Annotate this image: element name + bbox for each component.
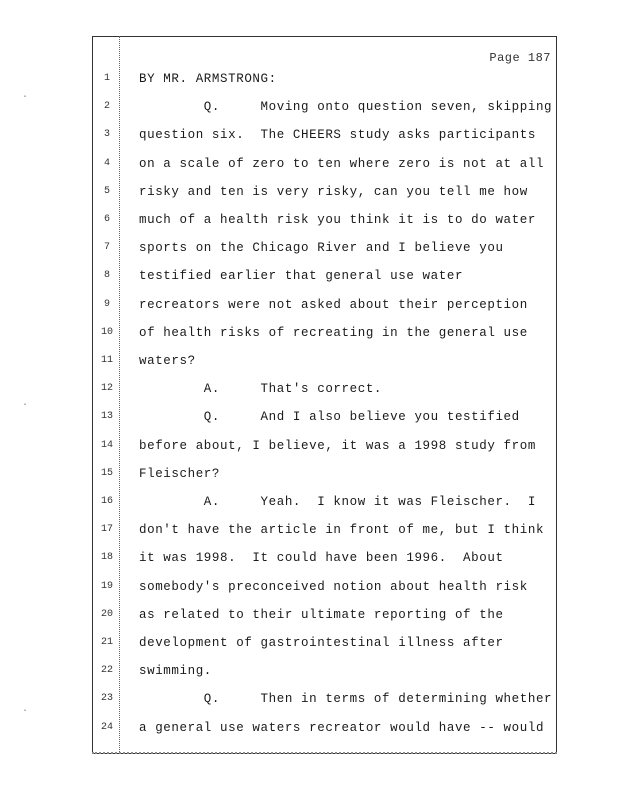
line-number: 6	[103, 214, 110, 225]
transcript-line	[92, 291, 557, 319]
line-text: Q. And I also believe you testified	[139, 410, 520, 425]
line-number: 13	[100, 411, 113, 423]
line-text: before about, I believe, it was a 1998 study from	[139, 438, 536, 453]
line-text: don't have the article in front of me, but I think	[139, 523, 545, 538]
transcript-line	[92, 347, 557, 375]
transcript-line	[92, 516, 557, 544]
line-text: sports on the Chicago River and I believe you	[139, 241, 504, 256]
line-text: it was 1998. It could have been 1996. About	[139, 551, 504, 566]
line-text: Fleischer?	[139, 466, 221, 481]
line-text: development of gastrointestinal illness after	[139, 636, 504, 650]
line-number: 8	[103, 270, 110, 282]
line-number: 17	[100, 524, 113, 536]
line-number: 24	[100, 721, 113, 733]
line-number: 11	[100, 355, 113, 366]
line-text: BY MR. ARMSTRONG:	[139, 72, 277, 86]
line-number: 18	[100, 552, 113, 564]
line-text: A. That's correct.	[139, 382, 383, 397]
transcript-line	[92, 93, 557, 121]
line-number: 4	[103, 157, 110, 169]
line-number: 14	[100, 439, 113, 451]
line-number: 7	[103, 242, 110, 254]
line-number: 1	[103, 73, 110, 84]
transcript-line	[92, 178, 557, 206]
line-text: A. Yeah. I know it was Fleischer. I	[139, 495, 536, 509]
line-text: a general use waters recreator would have -- would	[139, 720, 545, 735]
transcript-line	[92, 234, 557, 262]
transcript-line	[92, 375, 557, 403]
line-text: of health risks of recreating in the general use	[139, 325, 528, 340]
line-text: risky and ten is very risky, can you tell me how	[139, 184, 528, 199]
transcript-line	[92, 544, 557, 572]
transcript-line	[92, 206, 557, 234]
line-number: 5	[103, 185, 110, 197]
line-text: question six. The CHEERS study asks participants	[139, 128, 536, 143]
line-number: 20	[100, 608, 113, 620]
line-text: much of a health risk you think it is to do water	[139, 213, 536, 227]
scan-speck-mark: ·	[22, 706, 29, 717]
transcript-line	[92, 150, 557, 178]
page-number-label: Page 187	[489, 51, 551, 65]
footer-scan-artifact	[92, 752, 557, 754]
line-text: swimming.	[139, 664, 212, 679]
transcript-line	[92, 121, 557, 149]
transcript-line	[92, 432, 557, 460]
line-text: waters?	[139, 354, 196, 368]
transcript-line	[92, 573, 557, 601]
transcript-line	[92, 685, 557, 713]
transcript-line	[92, 629, 557, 657]
line-text: as related to their ultimate reporting of the	[139, 607, 504, 622]
line-number: 19	[100, 580, 113, 592]
scan-speck-mark: ·	[22, 92, 29, 103]
line-text: testified earlier that general use water	[139, 269, 464, 284]
transcript-line	[92, 601, 557, 629]
line-number: 22	[100, 665, 113, 677]
line-number: 16	[100, 496, 113, 507]
line-text: somebody's preconceived notion about health risk	[139, 579, 528, 594]
transcript-line	[92, 714, 557, 742]
line-number: 21	[100, 637, 113, 648]
transcript-line	[92, 657, 557, 685]
line-number: 15	[100, 467, 113, 479]
transcript-line	[92, 65, 557, 93]
transcript-line	[92, 262, 557, 290]
line-number: 3	[103, 129, 110, 141]
line-number: 23	[100, 693, 113, 705]
line-text: on a scale of zero to ten where zero is not at all	[139, 156, 545, 171]
line-text: recreators were not asked about their perception	[139, 297, 528, 312]
scan-speck-mark: ·	[22, 400, 29, 411]
line-text: Q. Then in terms of determining whether	[139, 692, 553, 707]
line-number: 10	[100, 326, 113, 338]
line-number: 12	[100, 383, 113, 395]
transcript-line	[92, 488, 557, 516]
transcript-line	[92, 403, 557, 431]
line-text: Q. Moving onto question seven, skipping	[139, 100, 553, 115]
line-number: 9	[103, 298, 110, 310]
line-number: 2	[103, 101, 110, 113]
transcript-line	[92, 460, 557, 488]
transcript-line	[92, 319, 557, 347]
